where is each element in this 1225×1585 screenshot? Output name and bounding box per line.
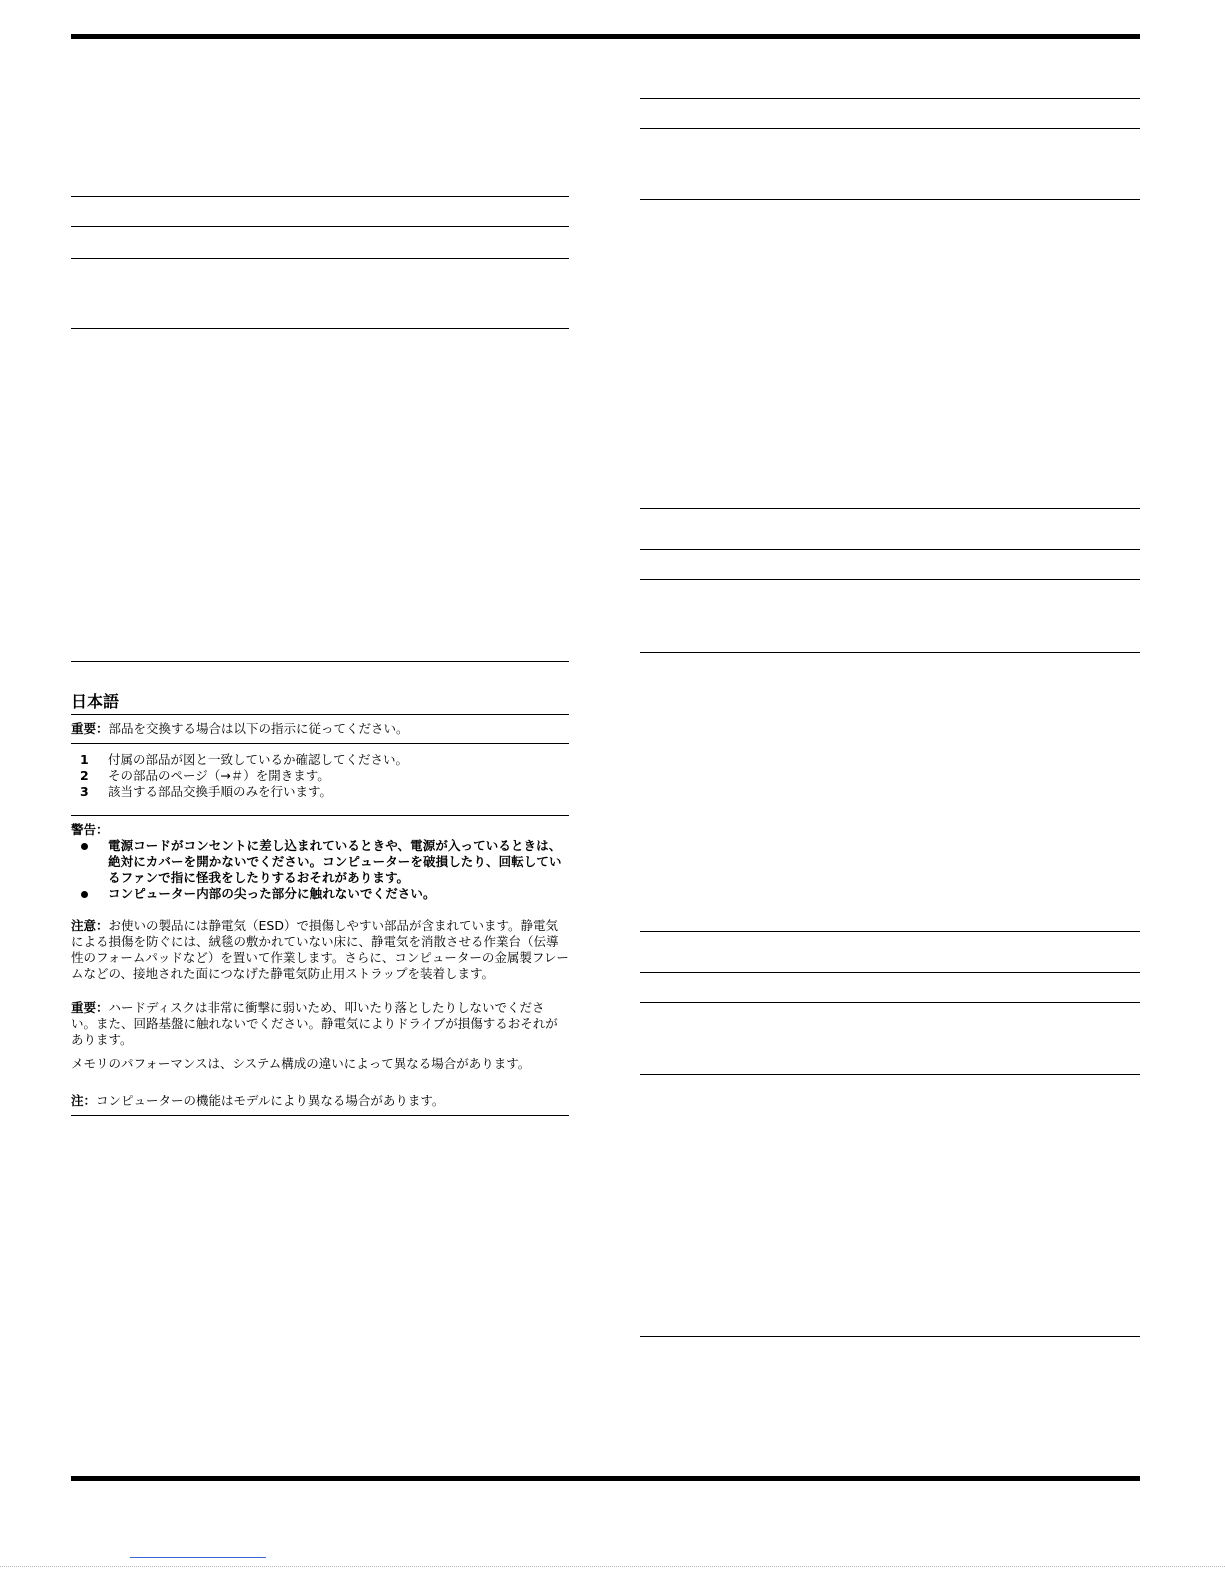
hard-disk-notice [71, 1000, 569, 1048]
warning-label: 警告： [71, 822, 109, 837]
steps-list [71, 744, 569, 815]
section-rule [640, 579, 1140, 580]
section-rule [640, 98, 1140, 99]
warning-text: 電源コードがコンセントに差し込まれているときや、電源が入っているときは、絶対にカバーを開かないでください。コンピューターを破損したり、回転しているファンで指に怪我をしたりするおそれがあります。 [108, 838, 562, 885]
warning-list [71, 838, 569, 902]
top-bar [71, 34, 1140, 39]
bottom-bar [71, 1476, 1140, 1481]
warning-text: コンピューター内部の尖った部分に触れないでください。 [108, 886, 436, 901]
important-text: 部品を交換する場合は以下の指示に従ってください。 [108, 721, 409, 736]
section-rule [640, 1336, 1140, 1337]
warning-item [71, 886, 569, 902]
japanese-section [71, 690, 569, 1116]
section-rule [640, 508, 1140, 509]
section-rule [640, 128, 1140, 129]
important-label: 重要： [71, 721, 109, 736]
step-item [71, 752, 569, 768]
section-rule [71, 258, 569, 259]
section-rule [71, 196, 569, 197]
section-rule [640, 549, 1140, 550]
hard-disk-text: ハードディスクは非常に衝撃に弱いため、叩いたり落としたりしないでください。また、回路基盤に触れないでください。静電気によりドライブが損傷するおそれがあります。 [71, 1000, 558, 1047]
step-text: 付属の部品が図と一致しているか確認してください。 [108, 752, 409, 767]
section-rule [71, 1115, 569, 1116]
step-item [71, 768, 569, 784]
step-number: 1 [80, 752, 89, 767]
step-number: 2 [80, 768, 89, 783]
section-rule [640, 199, 1140, 200]
caution-label: 注意： [71, 918, 109, 933]
important-label: 重要： [71, 1000, 109, 1015]
bullet-icon [81, 843, 88, 850]
section-rule [71, 328, 569, 329]
caution-text: お使いの製品には静電気（ESD）で損傷しやすい部品が含まれています。静電気による損傷を防ぐには、絨毯の敷かれていない床に、静電気を消散させる作業台（伝導性のフォームパッドなど）を置いて作業します。さらに、コンピューターの金属製フレームなどの、接地された面につなげた静電気防止用ストラップを装着します。 [71, 918, 569, 981]
section-rule [640, 931, 1140, 932]
important-notice [71, 715, 569, 743]
bullet-icon [81, 891, 88, 898]
step-number: 3 [80, 784, 89, 799]
section-rule [71, 661, 569, 662]
link-underline [130, 1557, 266, 1558]
note-text: コンピューターの機能はモデルにより異なる場合があります。 [96, 1093, 445, 1108]
caution-notice [71, 918, 569, 982]
section-rule [640, 972, 1140, 973]
section-rule [640, 1074, 1140, 1075]
section-heading: 日本語 [71, 692, 120, 711]
note-label: 注： [71, 1093, 97, 1108]
step-item [71, 784, 569, 800]
model-note [71, 1093, 569, 1109]
section-rule [640, 1002, 1140, 1003]
warning-item [71, 838, 569, 886]
memory-note: メモリのパフォーマンスは、システム構成の違いによって異なる場合があります。 [71, 1056, 531, 1071]
warning-notice [71, 816, 569, 902]
bottom-dotted-line [0, 1566, 1225, 1567]
step-text: 該当する部品交換手順のみを行います。 [108, 784, 333, 799]
step-text: その部品のページ（→＃）を開きます。 [108, 768, 330, 783]
section-rule [71, 226, 569, 227]
section-rule [640, 652, 1140, 653]
